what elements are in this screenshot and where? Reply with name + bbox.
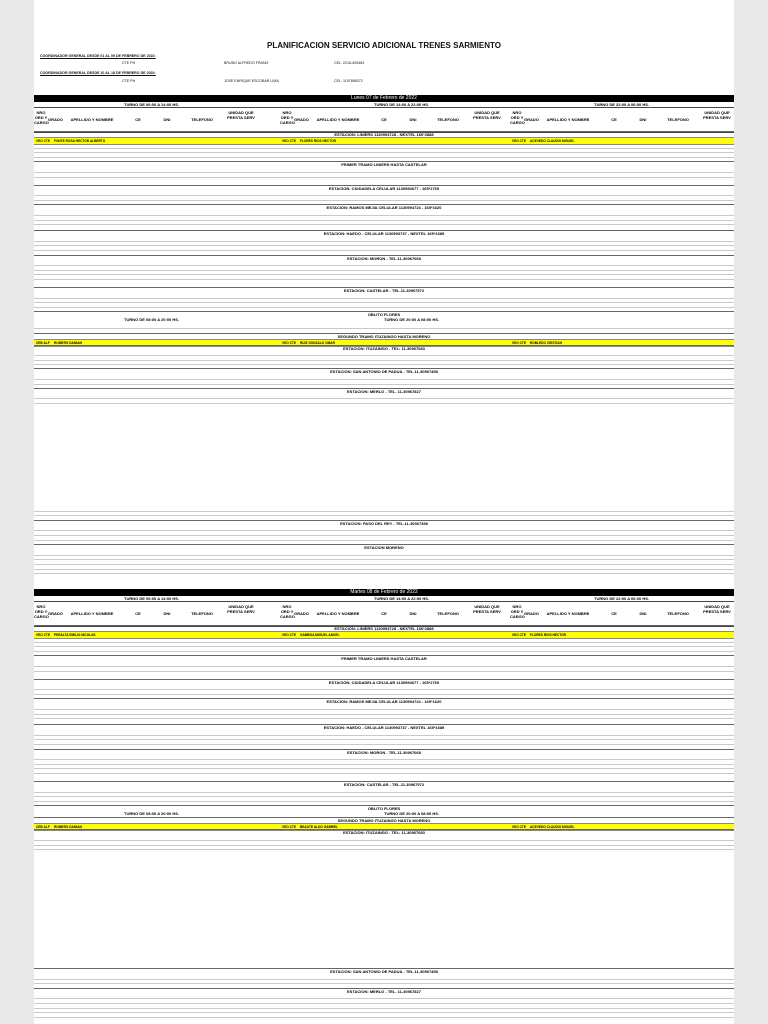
coordinator-2-name: JOSE ENRIQUE ESCOBAR LIMA	[224, 79, 279, 83]
header-dni: DNI	[163, 611, 171, 616]
header-dni: DNI	[409, 117, 417, 122]
header-grado: GRADO	[48, 117, 63, 122]
section-band: ESTACION: SAN ANTONIO DE PADUA - TEL.11-30967458	[34, 968, 734, 975]
header-apellido: APELLIDO Y NOMBRE	[316, 611, 360, 616]
coordinator-2-rank: CTE PH	[122, 79, 136, 83]
table-header	[34, 107, 734, 133]
table-row	[34, 172, 734, 178]
header-dni: DNI	[639, 611, 647, 616]
section-band: ESTACION: ITUZAINGO - TEL: 11-30967083	[34, 829, 734, 836]
highlight-cell: VEO CTE	[282, 825, 296, 830]
highlight-cell: VEO CTE	[282, 633, 296, 637]
table-row	[34, 1012, 734, 1018]
header-unidad: UNIDAD QUE PRESTA SERV	[703, 604, 731, 614]
header-apellido: APELLIDO Y NOMBRE	[316, 117, 360, 122]
table-row	[34, 569, 734, 575]
coordinator-1-phone: CEL. 2216-409484	[334, 61, 365, 65]
section-band: ESTACION MORENO	[34, 544, 734, 551]
header-ce: CE	[611, 611, 617, 616]
section-band: ESTACION: CASTELAR - TEL.11-30967572	[34, 781, 734, 788]
header-grado: GRADO	[524, 611, 539, 616]
header-ce: CE	[381, 117, 387, 122]
section-band: ESTACION: LINIERS 1130994728 - NEXTEL 166*2888	[34, 625, 734, 632]
table-row	[34, 398, 734, 404]
coordinator-1-name: BRUNO ALFREDO FRANO	[224, 61, 269, 65]
highlight-cell: GAMBOA MIGUEL ANGEL	[300, 633, 340, 637]
section-band: OBLITO FLORES	[34, 311, 734, 318]
coordinator-1-rank: CTE PH	[122, 61, 136, 65]
section-band: PRIMER TRAMO LINIERS HASTA CASTELAR	[34, 161, 734, 168]
header-unidad: UNIDAD QUE PRESTA SERV	[227, 604, 255, 614]
highlight-cell: VEO CTE	[282, 340, 296, 345]
header-grado: GRADO	[294, 117, 309, 122]
header-nro: NRO ORD Y CARGO	[280, 110, 295, 125]
table-row	[34, 768, 734, 774]
highlight-cell: VEO CTE	[36, 139, 50, 143]
header-grado: GRADO	[294, 611, 309, 616]
table-row	[34, 220, 734, 226]
section-band: ESTACION: MERLO - TEL. 11-30967827	[34, 988, 734, 995]
section-band: ESTACION: HAEDO - CELULAR 1130993737 - NEXTEL 165*1689	[34, 724, 734, 731]
highlight-cell: VEO CTE	[36, 633, 50, 637]
section-band: ESTACION: MORON - TEL.11-30967068	[34, 255, 734, 262]
day2-band: Martes 08 de Febrero de 2022	[34, 589, 734, 596]
table-row	[34, 845, 734, 851]
header-nro: NRO ORD Y CARGO	[34, 110, 49, 125]
header-ce: CE	[135, 611, 141, 616]
mid-turn: TURNO DE 08:00 A 20:00 HS.	[124, 811, 180, 817]
highlight-cell: PERALTA EMILIO NICOLAS	[54, 633, 96, 637]
header-dni: DNI	[163, 117, 171, 122]
section-band: ESTACION: PASO DEL REY - TEL.11-30967358	[34, 520, 734, 527]
header-tel: TELEFONO	[437, 611, 459, 616]
highlight-cell: VEO CTE	[512, 139, 526, 143]
highlight-cell: VEO CTE	[282, 139, 296, 143]
coordinator-1-label: COORDINADOR GENERAL DESDE 01 AL 09 DE FEBRERO DE 2022:	[40, 54, 156, 58]
section-band: ESTACION: CIUDADELA CELULAR 1130994677 - 165*2769	[34, 185, 734, 192]
coordinator-2-label: COORDINADOR GENERAL DESDE 10 AL 18 DE FEBRERO DE 2022:	[40, 71, 156, 75]
turn-1: TURNO DE 06:00 A 14:00 HS.	[124, 102, 180, 107]
highlight-cell: FLORES RIOS HECTOR	[300, 139, 336, 143]
highlight-cell: ACEVEDO CLAUDIO MIGUEL	[530, 825, 575, 830]
header-apellido: APELLIDO Y NOMBRE	[70, 117, 114, 122]
highlight-cell: CEB ALF	[36, 825, 50, 830]
table-row	[34, 714, 734, 720]
header-tel: TELEFONO	[191, 611, 213, 616]
section-band: ESTACION: CASTELAR - TEL.11-30967572	[34, 287, 734, 294]
header-apellido: APELLIDO Y NOMBRE	[546, 611, 590, 616]
header-ce: CE	[611, 117, 617, 122]
header-apellido: APELLIDO Y NOMBRE	[546, 117, 590, 122]
highlight-cell: VEO CTE	[512, 633, 526, 637]
header-ce: CE	[381, 611, 387, 616]
header-nro: NRO ORD Y CARGO	[34, 604, 49, 619]
coordinator-2-phone: CEL. 1197896372	[334, 79, 363, 83]
turn-1: TURNO DE 06:00 A 14:00 HS.	[124, 596, 180, 601]
header-nro: NRO ORD Y CARGO	[510, 604, 525, 619]
day-band: Lunes 07 de Febrero de 2022	[34, 95, 734, 102]
turn-3: TURNO DE 22:00 A 06:00 HS.	[594, 102, 650, 107]
highlight-cell: BEAUTE ALDO GABRIEL	[300, 825, 339, 830]
section-band: OBLITO FLORES	[34, 805, 734, 812]
turn-2: TURNO DE 14:00 A 22:00 HS.	[374, 596, 430, 601]
section-band: ESTACION: MORON - TEL.11-30967068	[34, 749, 734, 756]
section-band: ESTACION: HAEDO - CELULAR 1130993737 - NEXTEL 165*1689	[34, 230, 734, 237]
header-nro: NRO ORD Y CARGO	[280, 604, 295, 619]
section-band: ESTACION: RAMOS MEJIA CELULAR 1130994724 - 165*1620	[34, 698, 734, 705]
header-ce: CE	[135, 117, 141, 122]
table-row	[34, 274, 734, 280]
highlight-cell: CEB ALF	[36, 340, 50, 345]
section-band: ESTACION: SAN ANTONIO DE PADUA - TEL.11-30967458	[34, 368, 734, 375]
header-unidad: UNIDAD QUE PRESTA SERV	[703, 110, 731, 120]
highlight-cell: FLORES RIOS HECTOR	[530, 633, 566, 637]
mid-turn: TURNO DE 20:00 A 08:00 HS.	[384, 317, 440, 323]
table-header-2	[34, 601, 734, 627]
header-tel: TELEFONO	[437, 117, 459, 122]
table-row	[34, 666, 734, 672]
header-unidad: UNIDAD QUE PRESTA SERV	[473, 110, 501, 120]
section-band: ESTACION: ITUZAINGO - TEL: 11-30967083	[34, 345, 734, 352]
turn-3: TURNO DE 22:00 A 06:00 HS.	[594, 596, 650, 601]
section-band: PRIMER TRAMO LINIERS HASTA CASTELAR	[34, 655, 734, 662]
section-band: ESTACION: CIUDADELA CELULAR 1130994677 - 165*2769	[34, 679, 734, 686]
section-band: ESTACION: RAMOS MEJIA CELULAR 1130994724 - 165*1620	[34, 204, 734, 211]
highlight-cell: VEO CTE	[512, 340, 526, 345]
mid-turn: TURNO DE 08:00 A 20:00 HS.	[124, 317, 180, 323]
table-row	[34, 360, 734, 366]
highlight-cell: VEO CTE	[512, 825, 526, 830]
section-band: SEGUNDO TRAMO ITUZAINGO HASTA MORENO	[34, 817, 734, 824]
highlight-cell: ROMERO DAMIAN	[54, 340, 82, 345]
header-apellido: APELLIDO Y NOMBRE	[70, 611, 114, 616]
highlight-cell: ACEVEDO CLAUDIO MIGUEL	[530, 139, 575, 143]
section-band: ESTACION: MERLO - TEL. 11-30967827	[34, 388, 734, 395]
page-title: PLANIFICACION SERVICIO ADICIONAL TRENES SARMIENTO	[267, 41, 501, 50]
section-band: ESTACION: LINIERS 1130994728 - NEXTEL 166*2888	[34, 131, 734, 138]
highlight-cell: RUIZ GONZALO OMAR	[300, 340, 335, 345]
highlight-cell: ROBLEDO CRISTIAN	[530, 340, 562, 345]
header-dni: DNI	[409, 611, 417, 616]
table-row	[34, 379, 734, 385]
document-page	[34, 0, 734, 1024]
mid-turn: TURNO DE 20:00 A 08:00 HS.	[384, 811, 440, 817]
highlight-cell: ROMERO DAMIAN	[54, 825, 82, 830]
section-band: SEGUNDO TRAMO ITUZAINGO HASTA MORENO	[34, 333, 734, 340]
header-grado: GRADO	[48, 611, 63, 616]
header-tel: TELEFONO	[191, 117, 213, 122]
highlight-cell: FONTE ROSA HECTOR ALBERTO	[54, 139, 106, 143]
header-dni: DNI	[639, 117, 647, 122]
header-tel: TELEFONO	[667, 611, 689, 616]
header-tel: TELEFONO	[667, 117, 689, 122]
header-nro: NRO ORD Y CARGO	[510, 110, 525, 125]
header-unidad: UNIDAD QUE PRESTA SERV	[227, 110, 255, 120]
header-grado: GRADO	[524, 117, 539, 122]
turn-2: TURNO DE 14:00 A 22:00 HS.	[374, 102, 430, 107]
header-unidad: UNIDAD QUE PRESTA SERV	[473, 604, 501, 614]
